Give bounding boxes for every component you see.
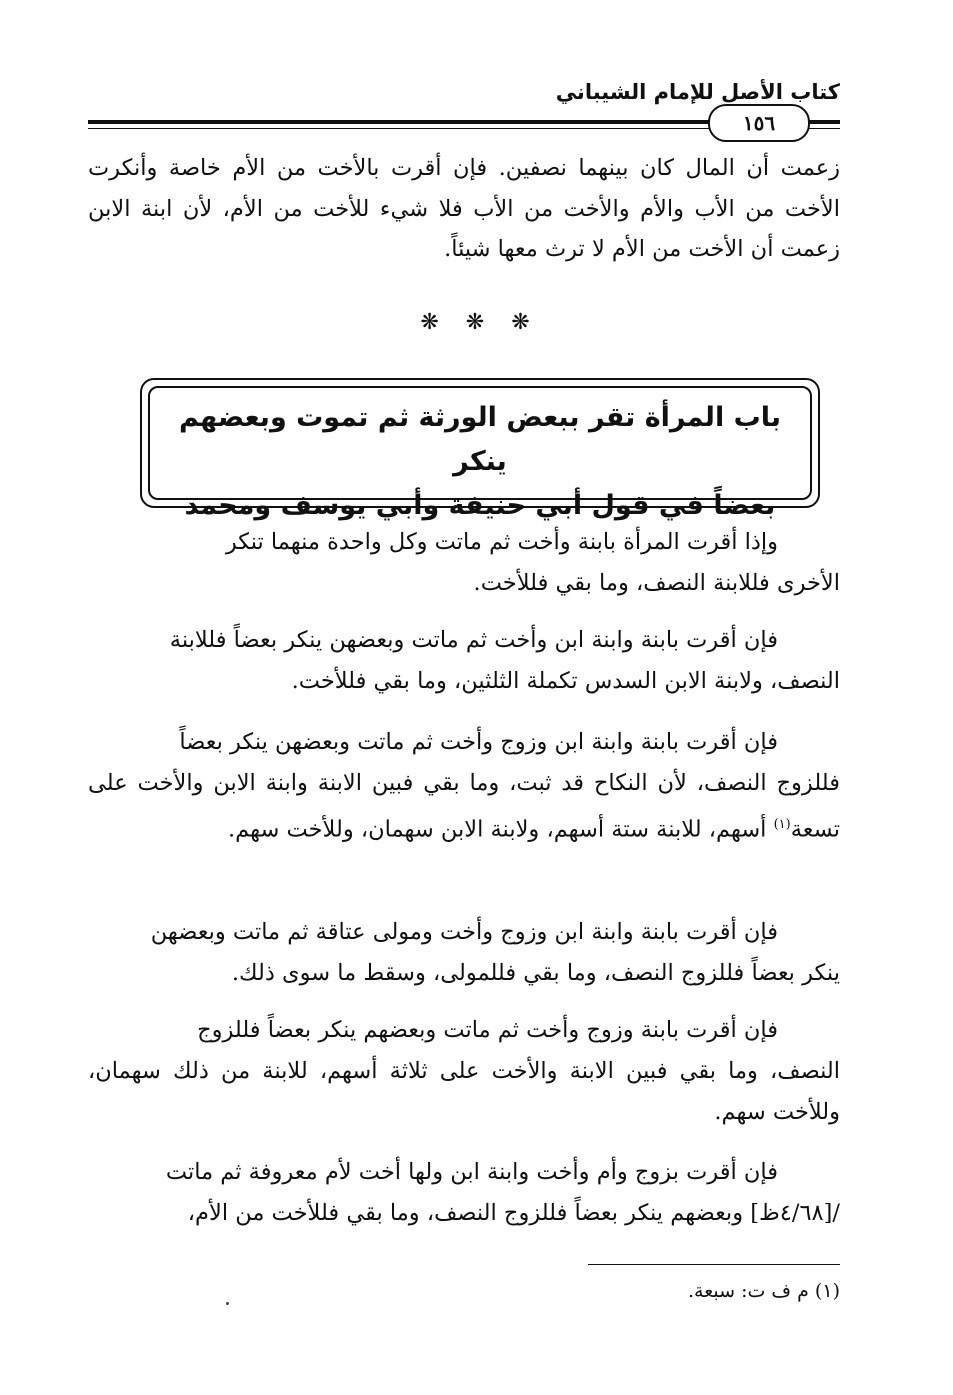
chapter-heading (156, 396, 804, 528)
chapter-heading-frame (140, 378, 820, 521)
paragraph-4 (88, 912, 840, 994)
paragraph-6 (88, 1152, 840, 1234)
chapter-heading-line-1: باب المرأة تقر ببعض الورثة ثم تموت وبعضهم ينكر (178, 402, 782, 477)
paragraph-6-first-line: فإن أقرت بزوج وأم وأخت وابنة ابن ولها أخت لأم معروفة ثم ماتت (165, 1159, 778, 1185)
paragraph-5-rest: النصف، وما بقي فبين الابنة والأخت على ثلاثة أسهم، للابنة من ذلك سهمان، وللأخت سهم. (88, 1058, 840, 1125)
footnote: (١) م ف ت: سبعة. (687, 1280, 840, 1302)
page-number: ١٥٦ (708, 104, 810, 142)
paragraph-1-rest: الأخرى فللابنة النصف، وما بقي فللأخت. (473, 570, 840, 596)
paragraph-2-rest: النصف، ولابنة الابن السدس تكملة الثلثين، وما بقي فللأخت. (291, 668, 840, 694)
paragraph-6-rest: /[٤/٦٨ظ] وبعضهم ينكر بعضاً فللزوج النصف، وما بقي فللأخت من الأم، (187, 1200, 840, 1226)
print-speck (226, 1302, 229, 1305)
paragraph-3 (88, 722, 840, 851)
paragraph-5-first-line: فإن أقرت بابنة وزوج وأخت ثم ماتت وبعضهم ينكر بعضاً فللزوج (197, 1017, 778, 1043)
intro-paragraph: زعمت أن المال كان بينهما نصفين. فإن أقرت بالأخت من الأم خاصة وأنكرت الأخت من الأب والأم والأخت من الأب فلا شيء للأخت من الأم، لأن ابنة الابن زعمت أن الأخت من الأم لا ترث معها شيئاً. (88, 155, 840, 262)
paragraph-3-first-line: فإن أقرت بابنة وابنة ابن وزوج وأخت ثم ماتت وبعضهن ينكر بعضاً (179, 729, 778, 755)
paragraph-5 (88, 1010, 840, 1133)
paragraph-3-rest-b: أسهم، للابنة ستة أسهم، ولابنة الابن سهمان، وللأخت سهم. (228, 816, 774, 843)
paragraph-1-first-line: وإذا أقرت المرأة بابنة وأخت ثم ماتت وكل واحدة منهما تنكر (225, 529, 778, 555)
section-ornament: ❋ ❋ ❋ (420, 310, 540, 335)
paragraph-3-rest-a: فللزوج النصف، لأن النكاح قد ثبت، وما بقي فبين الابنة وابنة الابن والأخت على تسعة (88, 770, 840, 843)
paragraph-2 (88, 620, 840, 702)
footnote-separator (588, 1264, 840, 1265)
paragraph-1 (88, 522, 840, 604)
book-title: كتاب الأصل للإمام الشيباني (555, 80, 840, 104)
paragraph-4-rest: ينكر بعضاً فللزوج النصف، وما بقي فللمولى، وسقط ما سوى ذلك. (231, 960, 840, 986)
page-header (88, 80, 840, 140)
footnote-reference: (١) (773, 817, 791, 832)
paragraph-2-first-line: فإن أقرت بابنة وابنة ابن وأخت ثم ماتت وبعضهن ينكر بعضاً فللابنة (169, 627, 778, 653)
paragraph-4-first-line: فإن أقرت بابنة وابنة ابن وزوج وأخت ومولى عتاقة ثم ماتت وبعضهن (150, 919, 778, 945)
chapter-heading-line-2: بعضاً في قول أبي حنيفة وأبي يوسف ومحمد (184, 490, 776, 521)
